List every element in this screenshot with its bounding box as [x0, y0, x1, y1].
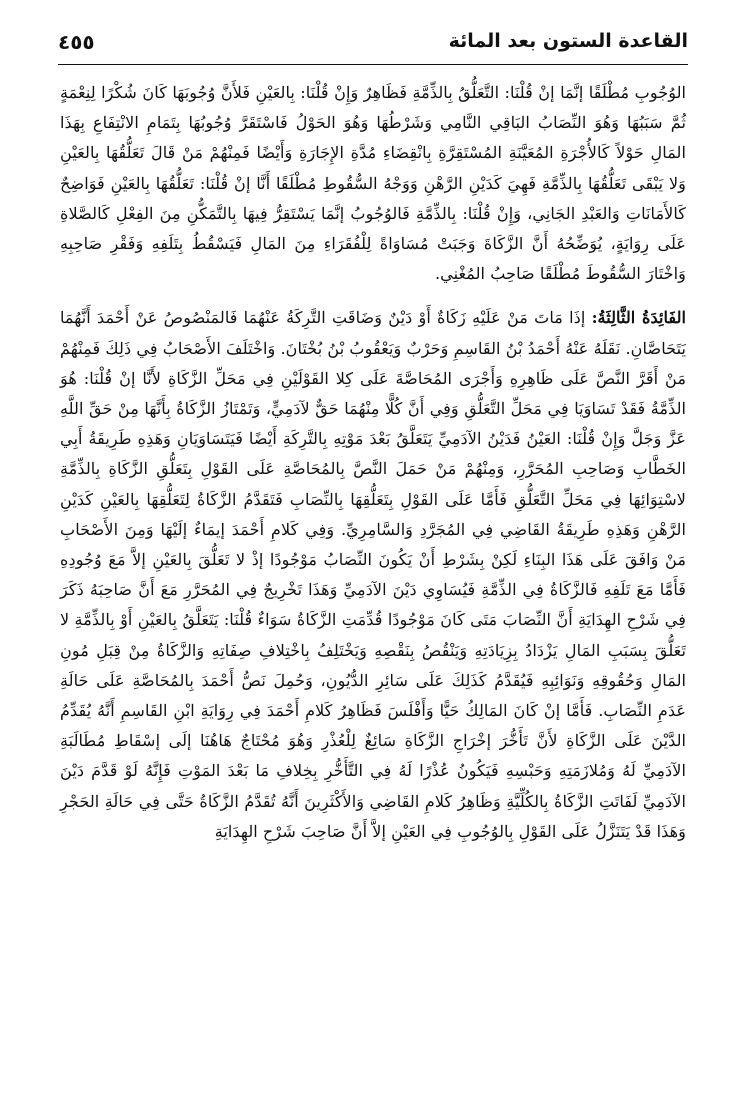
- page-number: ٤٥٥: [58, 30, 95, 54]
- section-lead: الفَائِدَةُ الثَّالِثَةُ:: [591, 308, 687, 328]
- running-title: القاعدة الستون بعد المائة: [448, 30, 688, 52]
- header-divider: [58, 64, 688, 65]
- paragraph: [60, 78, 686, 289]
- paragraph-text: الوُجُوبِ مُطْلَقًا إنَّمَا إنْ قُلْنَا: التَّعَلُّقُ بِالذِّمَّةِ فَظَاهِرٌ وَإِنْ قُلْنَا: بِالعَيْنِ فَلأَنَّ وُجُوبَهَا كَانَ شُكْرًا لِنِعْمَةٍ ثُمَّ سَبَبُهَا وَهُوَ النِّصَابُ البَاقِي النَّامِي وَشَرْطُهَا وَهُوَ الحَوْلُ فَاسْتَقَرَّ وُجُوبُهَا بِتَمَامِ الانْتِفَاعِ بِهَذَا المَالِ حَوْلاً كَالأُجْرَةِ المُعَيَّنَةِ المُسْتَقِرَّةِ بِانْقِضَاءِ مُدَّةِ الإِجَارَةِ وَأَيْضًا فَمِنْهُمْ مَنْ قَالَ تَعَلُّقُهَا بِالعَيْنِ وَلا يَبْقَى تَعَلُّقُهَا بِالذِّمَّةِ فَهِيَ كَدَيْنِ الرَّهْنِ وَوَجْهُ السُّقُوطِ مُطْلَقًا أَنَّا إنْ قُلْنَا: تَعَلُّقُهَا بِالعَيْنِ فَوَاضِحٌ كَالأَمَانَاتِ وَالعَبْدِ الجَانِي، وَإِنْ قُلْنَا: بِالذِّمَّةِ فَالوُجُوبُ إنَّمَا يَسْتَقِرُّ فِيهَا بِالتَّمَكُّنِ مِنَ الفِعْلِ كَالصَّلاةِ عَلَى رِوَايَةٍ، يُوَضِّحُهُ أَنَّ الزَّكَاةَ وَجَبَتْ مُسَاوَاةً لِلْفُقَرَاءِ مِنَ المَالِ فَيَسْقُطُ بِتَلَفِهِ وَفَقْرِ صَاحِبِهِ وَاخْتَارَ السُّقُوطَ مُطْلَقًا صَاحِبُ المُغْنِي.: [60, 83, 686, 284]
- paragraph-text: إذَا مَاتَ مَنْ عَلَيْهِ زَكَاةٌ أَوْ دَيْنٌ وَضَاقَتِ التَّرِكَةُ عَنْهُمَا فَالمَنْصُوصُ عَنْ أَحْمَدَ أَنَّهُمَا يَتَحَاصَّانِ. نَقَلَهُ عَنْهُ أَحْمَدُ بْنُ القَاسِمِ وَحَرْبٌ وَيَعْقُوبُ بْنُ بُخْتَانَ. وَاخْتَلَفَ الأَصْحَابُ فِي ذَلِكَ فَمِنْهُمْ مَنْ أَقَرَّ النَّصَّ عَلَى ظَاهِرِهِ وَأَجْرَى المُحَاصَّةَ عَلَى كِلا القَوْلَيْنِ فِي مَحَلِّ الزَّكَاةِ لأَنَّا إنْ قُلْنَا: هُوَ الذِّمَّةُ فَقَدْ تَسَاوَيَا فِي مَحَلِّ التَّعَلُّقِ وَفِي أَنَّ كُلًّا مِنْهُمَا حَقٌّ لآدَمِيٍّ، وَتَمْتَازُ الزَّكَاةُ بِأَنَّهَا مِنْ حَقِّ اللَّهِ عَزَّ وَجَلَّ وَإِنْ قُلْنَا: العَيْنُ فَدَيْنُ الآدَمِيِّ يَتَعَلَّقُ بَعْدَ مَوْتِهِ بِالتَّرِكَةِ أَيْضًا فَيَتَسَاوَيَانِ وَهَذِهِ طَرِيقَةُ أَبِي الخَطَّابِ وَصَاحِبِ المُحَرَّرِ، وَمِنْهُمْ مَنْ حَمَلَ النَّصَّ بِالمُحَاصَّةِ عَلَى القَوْلِ بِتَعَلُّقِ الزَّكَاةِ بِالذِّمَّةِ لاسْتِوَائِهَا فِي مَحَلِّ التَّعَلُّقِ فَأَمَّا عَلَى القَوْلِ بِتَعَلُّقِهَا بِالنِّصَابِ فَتَقَدَّمُ الزَّكَاةُ لِتَعَلُّقِهَا بِالعَيْنِ كَدَيْنِ الرَّهْنِ وَهَذِهِ طَرِيقَةُ القَاضِي فِي المُجَرَّدِ وَالسَّامِرِيِّ. وَفِي كَلامِ أَحْمَدَ إيمَاءٌ إلَيْهَا وَمِنَ الأَصْحَابِ مَنْ وَافَقَ عَلَى هَذَا البِنَاءِ لَكِنْ بِشَرْطِ أَنْ يَكُونَ النِّصَابُ مَوْجُودًا إذْ لا تَعَلُّقَ بِالعَيْنِ إلاَّ مَعَ وُجُودِهِ فَأَمَّا مَعَ تَلَفِهِ فَالزَّكَاةُ فِي الذِّمَّةِ فَيُسَاوِي دَيْنَ الآدَمِيِّ وَهَذَا تَخْرِيجٌ فِي المُحَرَّرِ مَعَ أَنَّ صَاحِبَهُ ذَكَرَ فِي شَرْحِ الهِدَايَةِ أَنَّ النِّصَابَ مَتَى كَانَ مَوْجُودًا قُدِّمَتِ الزَّكَاةُ سَوَاءٌ قُلْنَا: يَتَعَلَّقُ بِالعَيْنِ أَوْ بِالذِّمَّةِ لا تَعَلُّقَ بِسَبَبِ المَالِ يَزْدَادُ بِزِيَادَتِهِ وَيَنْقُصُ بِنَقْصِهِ وَيَخْتَلِفُ بِاخْتِلافِ صِفَاتِهِ وَالزَّكَاةُ مِنْ قِبَلِ مُونِ المَالِ وَحُقُوقِهِ وَنَوَائِبِهِ فَيُقَدَّمُ كَذَلِكَ عَلَى سَائِرِ الدُّيُونِ، وَحُمِلَ نَصُّ أَحْمَدَ بِالمُحَاصَّةِ عَلَى حَالَةِ عَدَمِ النِّصَابِ. فَأَمَّا إنْ كَانَ المَالِكُ حَيًّا وَأَفْلَسَ فَظَاهِرُ كَلامِ أَحْمَدَ فِي رِوَايَةِ ابْنِ القَاسِمِ أَنَّهُ يُقَدِّمُ الدَّيْنَ عَلَى الزَّكَاةِ لأَنَّ تَأَخُّرَ إخْرَاجِ الزَّكَاةِ سَائِغٌ لِلْعُذْرِ وَهُوَ مُحْتَاجٌ هَاهُنَا إلَى إسْقَاطِ مُطَالَبَةِ الآدَمِيِّ لَهُ وَمُلازَمَتِهِ وَحَبْسِهِ فَيَكُونُ عُذْرًا لَهُ فِي التَّأَخُّرِ بِخِلافِ مَا بَعْدَ المَوْتِ فَإِنَّهُ لَوْ قَدَّمَ دَيْنَ الآدَمِيِّ لَفَاتَتِ الزَّكَاةُ بِالكُلِّيَّةِ وَظَاهِرُ كَلامِ القَاضِي وَالأَكْثَرِينَ أَنَّهُ تُقَدَّمُ الزَّكَاةُ حَتَّى فِي حَالَةِ الحَجْرِ وَهَذَا قَدْ يَتَنَزَّلُ عَلَى القَوْلِ بِالوُجُوبِ فِي العَيْنِ إلاَّ أَنَّ صَاحِبَ شَرْحِ الهِدَايَةِ: [60, 308, 686, 841]
- page-body: [60, 78, 686, 847]
- page-header: [58, 30, 688, 66]
- paragraph: [60, 303, 686, 847]
